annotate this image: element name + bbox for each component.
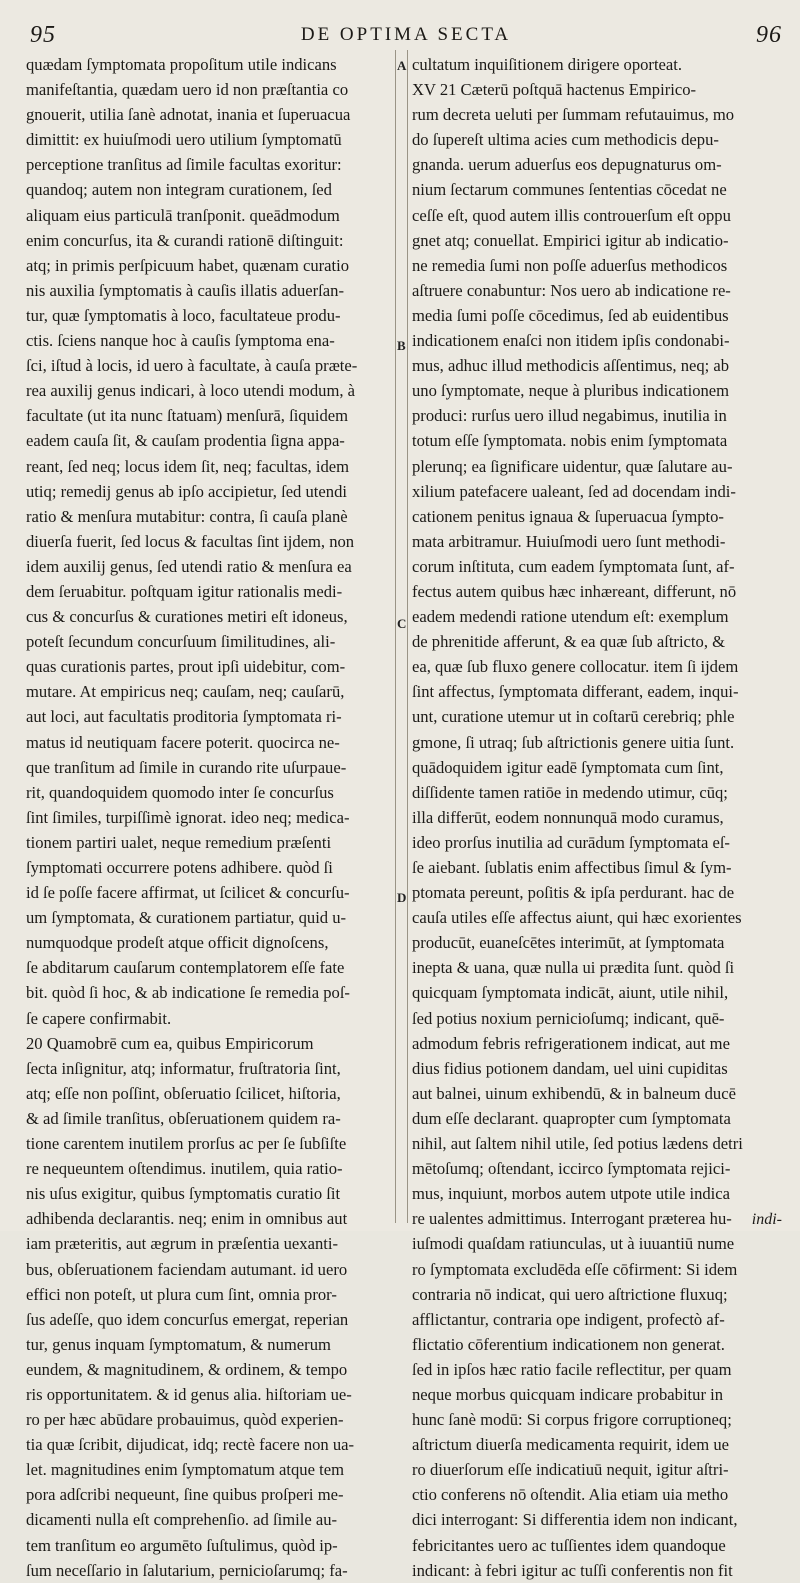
text-line: cultatum inquiſitionem dirigere oporteat. — [412, 55, 683, 74]
text-line: ro per hæc abūdare probauimus, quòd experien- — [26, 1410, 344, 1430]
text-line: ſed in ipſos hæc ratio facile reflectitur, per quam — [412, 1359, 732, 1379]
text-line: cus & concurſus & curationes metiri eſt idoneus, — [26, 607, 348, 627]
text-line: utiq; remedij genus ab ipſo accipietur, ſed utendi — [26, 481, 347, 501]
text-line: mutare. At empiricus neq; cauſam, neq; cauſarū, — [26, 682, 345, 702]
text-line: quādoquidem igitur eadē ſymptomata cum ſint, — [412, 757, 724, 777]
left-text-column — [26, 52, 384, 1583]
text-line: aliquam eius particulā tranſponit. queādmodum — [26, 205, 340, 225]
text-line: afflictantur, contraria ope indigent, profectò af- — [412, 1309, 725, 1329]
text-line: atq; eſſe non poſſint, obſeruatio ſcilicet, hiſtoria, — [26, 1083, 341, 1103]
text-line: ea, quæ ſub fluxo genere collocatur. item ſi ijdem — [412, 657, 739, 677]
text-line: & ad ſimile tranſitus, obſeruationem quidem ra- — [26, 1108, 341, 1128]
text-line: eundem, & magnitudinem, & ordinem, & tempo — [26, 1359, 348, 1379]
text-line: id ſe poſſe facere affirmat, ut ſcilicet & concurſu- — [26, 883, 350, 903]
text-line: iam præteritis, aut ægrum in præſentia uexanti- — [26, 1234, 338, 1254]
text-line: mata arbitramur. Huiuſmodi uero ſunt methodi- — [412, 531, 726, 551]
text-line: gnet atq; conuellat. Empirici igitur ab indicatio- — [412, 230, 729, 250]
text-line: corum inſtituta, cum eadem ſymptomata ſunt, af- — [412, 556, 735, 576]
text-line: ſecta inſignitur, atq; informatur, fruſtratoria ſint, — [26, 1058, 341, 1078]
margin-marker-b: B — [397, 338, 406, 353]
text-line: mus, inquiunt, morbos autem utpote utile indica — [412, 1184, 731, 1204]
text-line: totum eſſe ſymptomata. nobis enim ſymptomata — [412, 431, 728, 451]
text-line: adhibenda declarantis. neq; enim in omnibus aut — [26, 1209, 348, 1229]
text-line: nis uſus exigitur, quibus ſymptomatis curatio ſit — [26, 1184, 341, 1204]
catchword: indi- — [751, 1211, 782, 1228]
text-line: facultate (ut ita nunc ſtatuam) menſurā, ſiquidem — [26, 406, 349, 426]
text-line: effici non poteſt, ut plura cum ſint, omnia pror- — [26, 1284, 337, 1304]
text-line: uno ſymptomate, neque à pluribus indicationem — [412, 381, 730, 401]
text-line: ſed potius noxium pernicioſumq; indicant, quē- — [412, 1008, 725, 1028]
text-line: aſtrictum diuerſa medicamenta requirit, idem ue — [412, 1435, 729, 1455]
text-line: do ſupereſt ultima acies cum methodicis depu- — [412, 130, 719, 150]
text-line: tur, quæ ſymptomatis à loco, facultateue produ- — [26, 305, 341, 325]
text-line: ceſſe eſt, quod autem illis controuerſum eſt oppu — [412, 205, 731, 225]
text-line: tia quæ ſcribit, dijudicat, idq; rectè facere non ua- — [26, 1435, 355, 1455]
text-line: diuerſa fuerit, ſed locus & facultas ſint ijdem, non — [26, 531, 355, 551]
text-line: dius fidius potionem dandam, uel uini cupiditas — [412, 1058, 728, 1078]
text-line: tem tranſitum eo argumēto ſuſtulimus, quòd ip- — [26, 1535, 338, 1555]
text-line: ctio conferens nō oſtendit. Alia etiam uia metho — [412, 1485, 729, 1505]
right-text-column — [412, 52, 784, 1583]
text-line: quædam ſymptomata propoſitum utile indicans — [26, 55, 337, 74]
text-line: nis auxilia ſymptomatis à cauſis illatis aduerſan- — [26, 280, 344, 300]
text-line: re ualentes admittimus. Interrogant præterea hu- — [412, 1209, 732, 1229]
text-line: tur, genus inquam ſymptomatum, & numerum — [26, 1334, 331, 1354]
text-line: rea auxilij genus indicari, à loco utendi modum, à — [26, 381, 356, 401]
text-line: gmone, ſi utraq; ſub aſtrictionis genere uitia ſunt. — [412, 732, 735, 752]
text-line: unt, curatione utemur ut in coſtarū cerebriq; phle — [412, 707, 735, 727]
text-line: ſci, iſtud à locis, id uero à facultate, à cauſa præte- — [26, 356, 358, 376]
text-line: producūt, euaneſcētes interimūt, at ſymptomata — [412, 933, 725, 953]
text-line: dici interrogant: Si differentia idem non indicant, — [412, 1510, 738, 1530]
text-line: aut loci, aut facultatis proditoria ſymptomata ri- — [26, 707, 342, 727]
running-header — [30, 14, 782, 50]
text-line: eadem medendi ratione utendum eſt: exemplum — [412, 607, 729, 627]
text-line: iuſmodi quaſdam ratiunculas, ut à iuuantiū nume — [412, 1234, 735, 1254]
text-line: mētoſumq; oſtendant, iccirco ſymptomata rejici- — [412, 1159, 731, 1179]
text-line: tione carentem inutilem prorſus ac per ſe ſubſiſte — [26, 1134, 347, 1154]
text-line: ſe capere confirmabit. — [26, 1008, 172, 1028]
text-line: illa differūt, eodem nonnunquā modo curamus, — [412, 807, 724, 827]
text-line: pora adſcribi nequeunt, ſine quibus proſperi me- — [26, 1485, 344, 1505]
text-line: ſint affectus, ſymptomata differant, eadem, inqui- — [412, 682, 739, 702]
text-line: inepta & uana, quæ nulla ui prædita ſunt. quòd ſi — [412, 958, 735, 978]
text-line: gnouerit, utilia ſanè adnotat, inania et ſuperuacua — [26, 105, 351, 125]
text-line: dicamenti nulla eſt comprehenſio. ad ſimile au- — [26, 1510, 338, 1530]
text-line: cationem penitus ignaua & ſuperuacua ſympto- — [412, 506, 724, 526]
text-line: ideo prorſus inutilia ad curādum ſymptomata eſ- — [412, 832, 730, 852]
text-line: plerunq; ea ſignificare uidentur, quæ ſalutare au- — [412, 456, 733, 476]
running-title: DE OPTIMA SECTA — [300, 24, 512, 45]
text-line: reant, ſed neq; locus idem ſit, neq; facultas, idem — [26, 456, 350, 476]
text-line: dem ſeruabitur. poſtquam igitur rationalis medi- — [26, 581, 343, 601]
text-line: flictatio cōferentium indicationem non generat. — [412, 1334, 725, 1354]
text-line: matus id neutiquam facere poterit. quocirca ne- — [26, 732, 340, 752]
text-line: bus, obſeruationem faciendam autumant. id uero — [26, 1259, 348, 1279]
text-line: manifeſtantia, quædam uero id non præſtantia co — [26, 80, 349, 100]
text-line: hunc ſanè modū: Si corpus frigore corruptioneq; — [412, 1410, 732, 1430]
text-line: ris opportunitatem. & id genus alia. hiſtoriam ue- — [26, 1384, 352, 1404]
text-line: que tranſitum ad ſimile in curando rite uſurpaue- — [26, 757, 347, 777]
text-line: re nequeuntem oſtendimus. inutilem, quia ratio- — [26, 1159, 343, 1179]
text-line: ro diuerſorum eſſe indicatiuū nequit, igitur aſtri- — [412, 1460, 729, 1480]
text-line: ptomata pereunt, poſitis & ipſa perdurant. hac de — [412, 883, 735, 903]
text-line: ctis. ſciens nanque hoc à cauſis ſymptoma ena- — [26, 331, 335, 351]
text-line: ſum neceſſario in ſalutarium, pernicioſarumq; fa- — [26, 1560, 348, 1580]
text-line: eadem cauſa ſit, & cauſam prodentia ſigna appa- — [26, 431, 345, 451]
text-line: ſint ſimiles, turpiſſimè ignorat. ideo neq; medica- — [26, 807, 350, 827]
text-line: gnanda. uerum aduerſus eos depugnaturus om- — [412, 155, 722, 175]
text-line: produci: rurſus uero illud negabimus, inutilia in — [412, 406, 727, 426]
text-line: ro ſymptomata excludēda eſſe cōfirment: Si idem — [412, 1259, 738, 1279]
text-line: cauſa utiles eſſe affectus aiunt, qui hæc exorientes — [412, 908, 742, 928]
text-line: um ſymptomata, & curationem partiatur, quid u- — [26, 908, 347, 928]
text-line: ſe abditarum cauſarum contemplatorem eſſe fate — [26, 958, 345, 978]
text-line: diſſidente tamen ratiōe in medendo utimur, cūq; — [412, 782, 728, 802]
text-line: tionem partiri ualet, neque remedium præſenti — [26, 832, 332, 852]
text-line: aut balnei, uinum exhibendū, & in balneum ducē — [412, 1083, 736, 1103]
text-line: indicationem enaſci non itidem ipſis condonabi- — [412, 331, 730, 351]
text-line: admodum febris refrigerationem indicat, aut me — [412, 1033, 730, 1053]
text-line: dum eſſe declarant. quapropter cum ſymptomata — [412, 1108, 731, 1128]
text-line: rit, quandoquidem quomodo inter ſe concurſus — [26, 782, 334, 802]
text-line: let. magnitudines enim ſymptomatum atque tem — [26, 1460, 344, 1480]
page-number-right: 96 — [756, 22, 782, 48]
text-line: aſtruere conabuntur: Nos uero ab indicatione re- — [412, 280, 731, 300]
text-line: atq; in primis perſpicuum habet, quænam curatio — [26, 255, 350, 275]
text-line: enim concurſus, ita & curandi rationē diſtinguit: — [26, 230, 344, 250]
text-line: bit. quòd ſi hoc, & ab indicatione ſe remedia poſ- — [26, 983, 350, 1003]
text-line: fectus autem quibus hæc inhæreant, differunt, nō — [412, 581, 737, 601]
text-line: de phrenitide afferunt, & ea quæ ſub aſtricto, & — [412, 632, 726, 652]
text-line: mus, adhuc illud methodicis aſſentimus, neq; ab — [412, 356, 730, 376]
text-line: nium ſectarum communes ſententias cōcedat ne — [412, 180, 727, 200]
column-rule-right — [407, 50, 408, 1223]
text-line: quas curationis partes, prout ipſi uidebitur, com- — [26, 657, 346, 677]
text-line: numquodque prodeſt atque officit dignoſcens, — [26, 933, 329, 953]
text-line: quandoq; autem non integram curationem, ſed — [26, 180, 332, 200]
text-line: febricitantes uero ac tuſſientes idem quandoque — [412, 1535, 726, 1555]
text-line: ſe aiebant. ſublatis enim affectibus ſimul & ſym- — [412, 858, 732, 877]
text-line: dimittit: ex huiuſmodi uero utilium ſymptomatū — [26, 130, 342, 150]
margin-marker-c: C — [397, 616, 407, 631]
text-line: contraria nō indicat, qui uero aſtrictione fluxuq; — [412, 1284, 728, 1304]
text-line: ſymptomati occurrere potens adhibere. quòd ſi — [26, 858, 333, 877]
text-line: indicant: à febri igitur ac tuſſi conferentis non fit — [412, 1560, 733, 1580]
text-line: rum decreta ueluti per ſummam refutauimus, mo — [412, 105, 735, 125]
text-line: poteſt ſecundum concurſuum ſimilitudines, ali- — [26, 632, 336, 652]
text-line: quicquam ſymptomata indicāt, aiunt, utile nihil, — [412, 983, 729, 1003]
text-line: XV 21 Cæterū poſtquā hactenus Empirico- — [412, 80, 697, 100]
text-line: idem auxilij genus, ſed utendi ratio & menſura ea — [26, 556, 352, 576]
margin-marker-d: D — [397, 890, 407, 905]
text-line: neque morbus quicquam indicare probabitur in — [412, 1384, 724, 1404]
text-line: ratio & menſura mutabitur: contra, ſi cauſa planè — [26, 506, 348, 526]
page-number-left: 95 — [30, 22, 56, 48]
text-line: nihil, aut ſaltem nihil utile, ſed potius lædens detri — [412, 1134, 743, 1154]
text-line: xilium patefacere ualeant, ſed ad docendam indi- — [412, 481, 736, 501]
margin-marker-a: A — [397, 58, 407, 73]
text-line: perceptione tranſitus ad ſimile facultas exoritur: — [26, 155, 342, 175]
text-line: media ſumi poſſe cōcedimus, ſed ab euidentibus — [412, 305, 729, 325]
text-line: 20 Quamobrē cum ea, quibus Empiricorum — [26, 1033, 314, 1053]
column-rule-left — [395, 50, 396, 1223]
text-line: ne remedia ſumi non poſſe aduerſus methodicos — [412, 255, 728, 275]
text-line: ſus adeſſe, quo idem concurſus emergat, reperian — [26, 1309, 349, 1329]
